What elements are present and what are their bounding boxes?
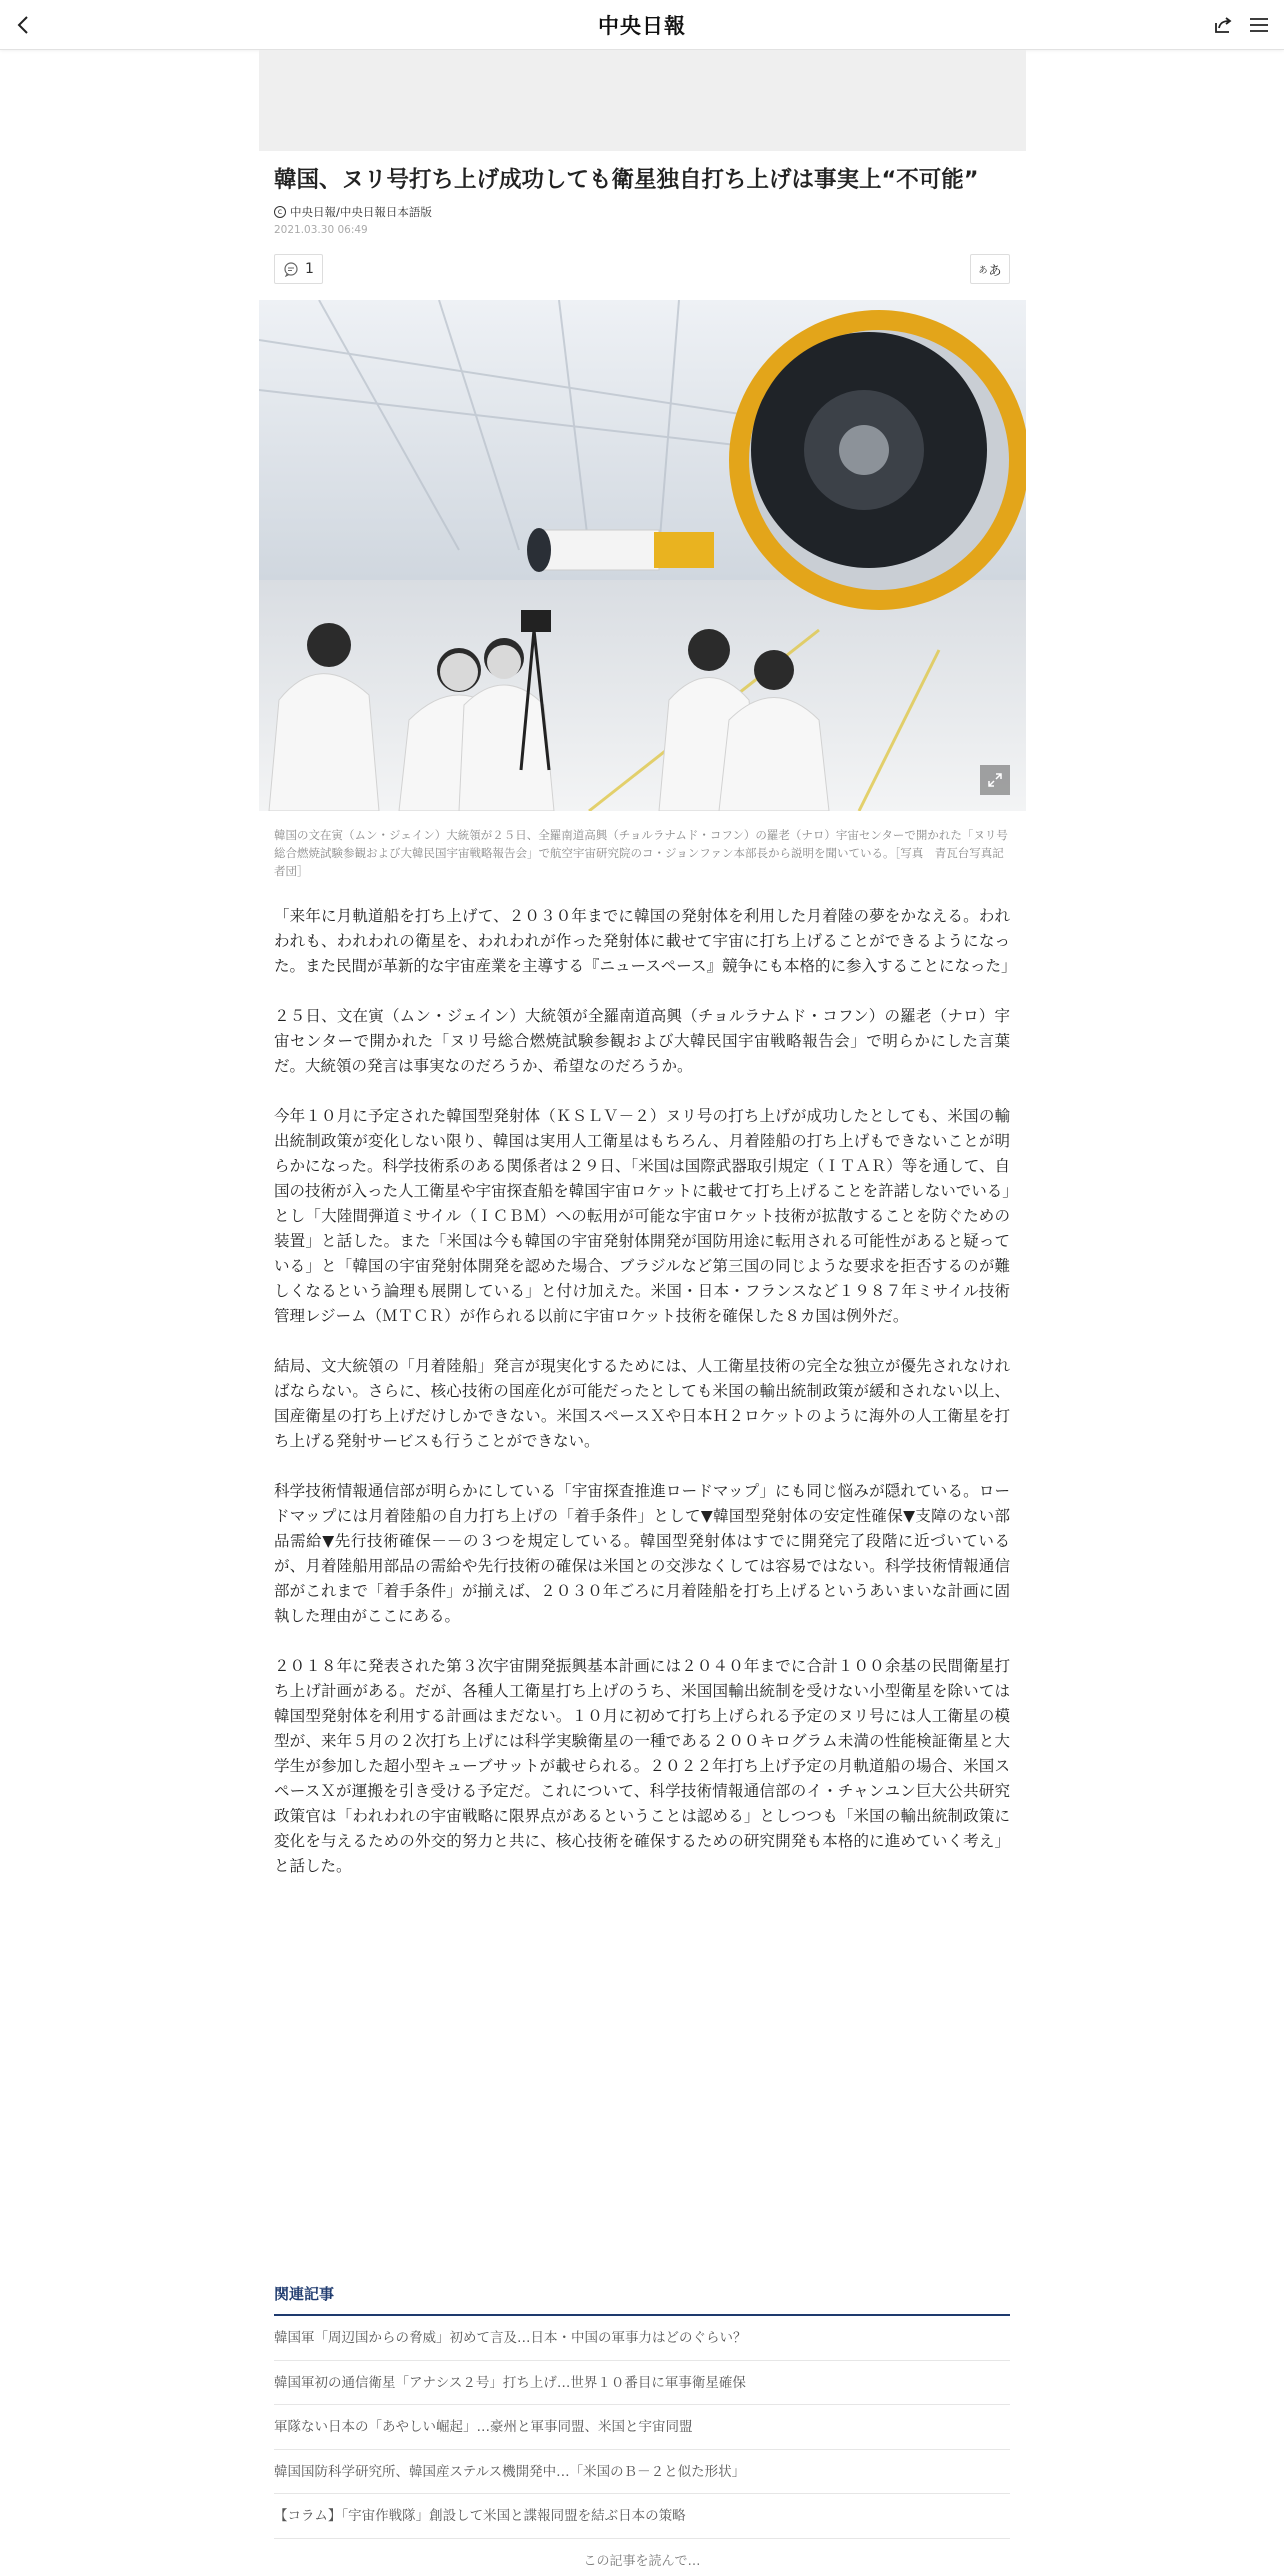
related-article-link[interactable]: 韓国軍「周辺国からの脅威」初めて言及…日本・中国の軍事力はどのぐらい？	[274, 2316, 1010, 2361]
article-photo[interactable]	[259, 300, 1026, 811]
hamburger-menu-icon[interactable]	[1246, 12, 1272, 38]
body-paragraph: 今年１０月に予定された韓国型発射体（ＫＳＬＶ－２）ヌリ号の打ち上げが成功したとしても、米国の輸出統制政策が変化しない限り、韓国は実用人工衛星はもちろん、月着陸船の打ち上げもできないことが明らかになった。科学技術系のある関係者は２９日、「米国は国際武器取引規定（ＩＴＡＲ）等を通して、自国の技術が入った人工衛星や宇宙探査船を韓国宇宙ロケットに載せて打ち上げることを許諾しないでいる」とし「大陸間弾道ミサイル（ＩＣＢＭ）への転用が可能な宇宙ロケット技術が拡散することを防ぐための装置」と話した。また「米国は今も韓国の宇宙発射体開発が国防用途に転用される可能性があると疑っている」と「韓国の宇宙発射体開発を認めた場合、ブラジルなど第三国の同じような要求を拒否するのが難しくなるという論理も展開している」と付け加えた。米国・日本・フランスなど１９８７年ミサイル技術管理レジーム（ＭＴＣＲ）が作られる以前に宇宙ロケット技術を確保した８カ国は例外だ。	[274, 1107, 1010, 1325]
read-more-link[interactable]: この記事を読んで…	[583, 2554, 701, 2568]
ad-banner[interactable]	[259, 50, 1026, 151]
comment-button[interactable]	[274, 254, 323, 284]
share-icon[interactable]	[1210, 12, 1236, 38]
article-headline: 韓国、ヌリ号打ち上げ成功しても衛星独自打ち上げは事実上“不可能”	[274, 167, 979, 193]
related-article-link[interactable]: 韓国国防科学研究所、韓国産ステルス機開発中…「米国のＢ－２と似た形状」	[274, 2450, 1010, 2495]
related-articles	[274, 2283, 1010, 2539]
body-paragraph: ２０１８年に発表された第３次宇宙開発振興基本計画には２０４０年までに合計１００余基の民間衛星打ち上げ計画がある。だが、各種人工衛星打ち上げのうち、米国国輸出統制を受けない小型衛星を除いては韓国型発射体を利用する計画はまだない。１０月に初めて打ち上げられる予定のヌリ号には人工衛星の模型が、来年５月の２次打ち上げには科学実験衛星の一種である２００キログラム未満の性能検証衛星と大学生が参加した超小型キューブサットが載せられる。２０２２年打ち上げ予定の月軌道船の場合、米国スペースＸが運搬を引き受ける予定だ。これについて、科学技術情報通信部のイ・チャンユン巨大公共研究政策官は「われわれの宇宙戦略に限界点があるということは認める」としつつも「米国の輸出統制政策に変化を与えるための外交的努力と共に、核心技術を確保するための研究開発も本格的に進めていく考え」と話した。	[274, 1657, 1010, 1875]
related-article-link[interactable]: 【コラム】「宇宙作戦隊」創設して米国と諜報同盟を結ぶ日本の策略	[274, 2494, 1010, 2539]
expand-icon[interactable]	[980, 765, 1010, 795]
article-body	[274, 904, 1017, 1904]
copyright-icon: c	[274, 206, 286, 218]
body-paragraph: ２５日、文在寅（ムン・ジェイン）大統領が全羅南道高興（チョルラナムド・コフン）の羅老（ナロ）宇宙センターで開かれた「ヌリ号総合燃焼試験参観および大韓民国宇宙戦略報告会」で明らかにした言葉だ。大統領の発言は事実なのだろうか、希望なのだろうか。	[274, 1007, 1010, 1075]
body-paragraph: 科学技術情報通信部が明らかにしている「宇宙探査推進ロードマップ」にも同じ悩みが隠れている。ロードマップには月着陸船の自力打ち上げの「着手条件」として▼韓国型発射体の安定性確保▼支障のない部品需給▼先行技術確保－－の３つを規定している。韓国型発射体はすでに開発完了段階に近づいているが、月着陸船用部品の需給や先行技術の確保は米国との交渉なくしては容易ではない。科学技術情報通信部がこれまで「着手条件」が揃えば、２０３０年ごろに月着陸船を打ち上げるというあいまいな計画に固執した理由がここにある。	[274, 1482, 1010, 1625]
comment-icon	[283, 261, 299, 277]
font-size-button[interactable]	[970, 254, 1010, 284]
font-small-glyph: あ	[978, 265, 988, 276]
font-large-glyph: あ	[988, 263, 1002, 279]
source-label: 中央日報/中央日報日本語版	[290, 205, 432, 219]
body-paragraph: 「来年に月軌道船を打ち上げて、２０３０年までに韓国の発射体を利用した月着陸の夢をかなえる。われわれも、われわれの衛星を、われわれが作った発射体に載せて宇宙に打ち上げることができるようになった。また民間が革新的な宇宙産業を主導する『ニュースペース』競争にも本格的に参入することになった」	[274, 907, 1017, 975]
top-app-bar	[0, 0, 1284, 50]
article-source	[274, 204, 1010, 220]
photo-caption: 韓国の文在寅（ムン・ジェイン）大統領が２５日、全羅南道高興（チョルラナムド・コフン）の羅老（ナロ）宇宙センターで開かれた「ヌリ号総合燃焼試験参観および大韓民国宇宙戦略報告会」で航空宇宙研究院のコ・ジョンファン本部長から説明を聞いている。［写真 青瓦台写真記者団］	[274, 828, 1008, 878]
site-logo[interactable]: 中央日報	[598, 13, 686, 38]
body-paragraph: 結局、文大統領の「月着陸船」発言が現実化するためには、人工衛星技術の完全な独立が優先されなければならない。さらに、核心技術の国産化が可能だったとしても米国の輸出統制政策が緩和されない以上、国産衛星の打ち上げだけしかできない。米国スペースＸや日本Ｈ２ロケットのように海外の人工衛星を打ち上げる発射サービスも行うことができない。	[274, 1357, 1010, 1450]
related-article-link[interactable]: 軍隊ない日本の「あやしい崛起」…豪州と軍事同盟、米国と宇宙同盟	[274, 2405, 1010, 2450]
related-title: 関連記事	[274, 2283, 1010, 2316]
article-date: 2021.03.30 06:49	[274, 224, 368, 236]
comment-count: 1	[305, 261, 314, 277]
related-article-link[interactable]: 韓国軍初の通信衛星「アナシス２号」打ち上げ…世界１０番目に軍事衛星確保	[274, 2361, 1010, 2406]
